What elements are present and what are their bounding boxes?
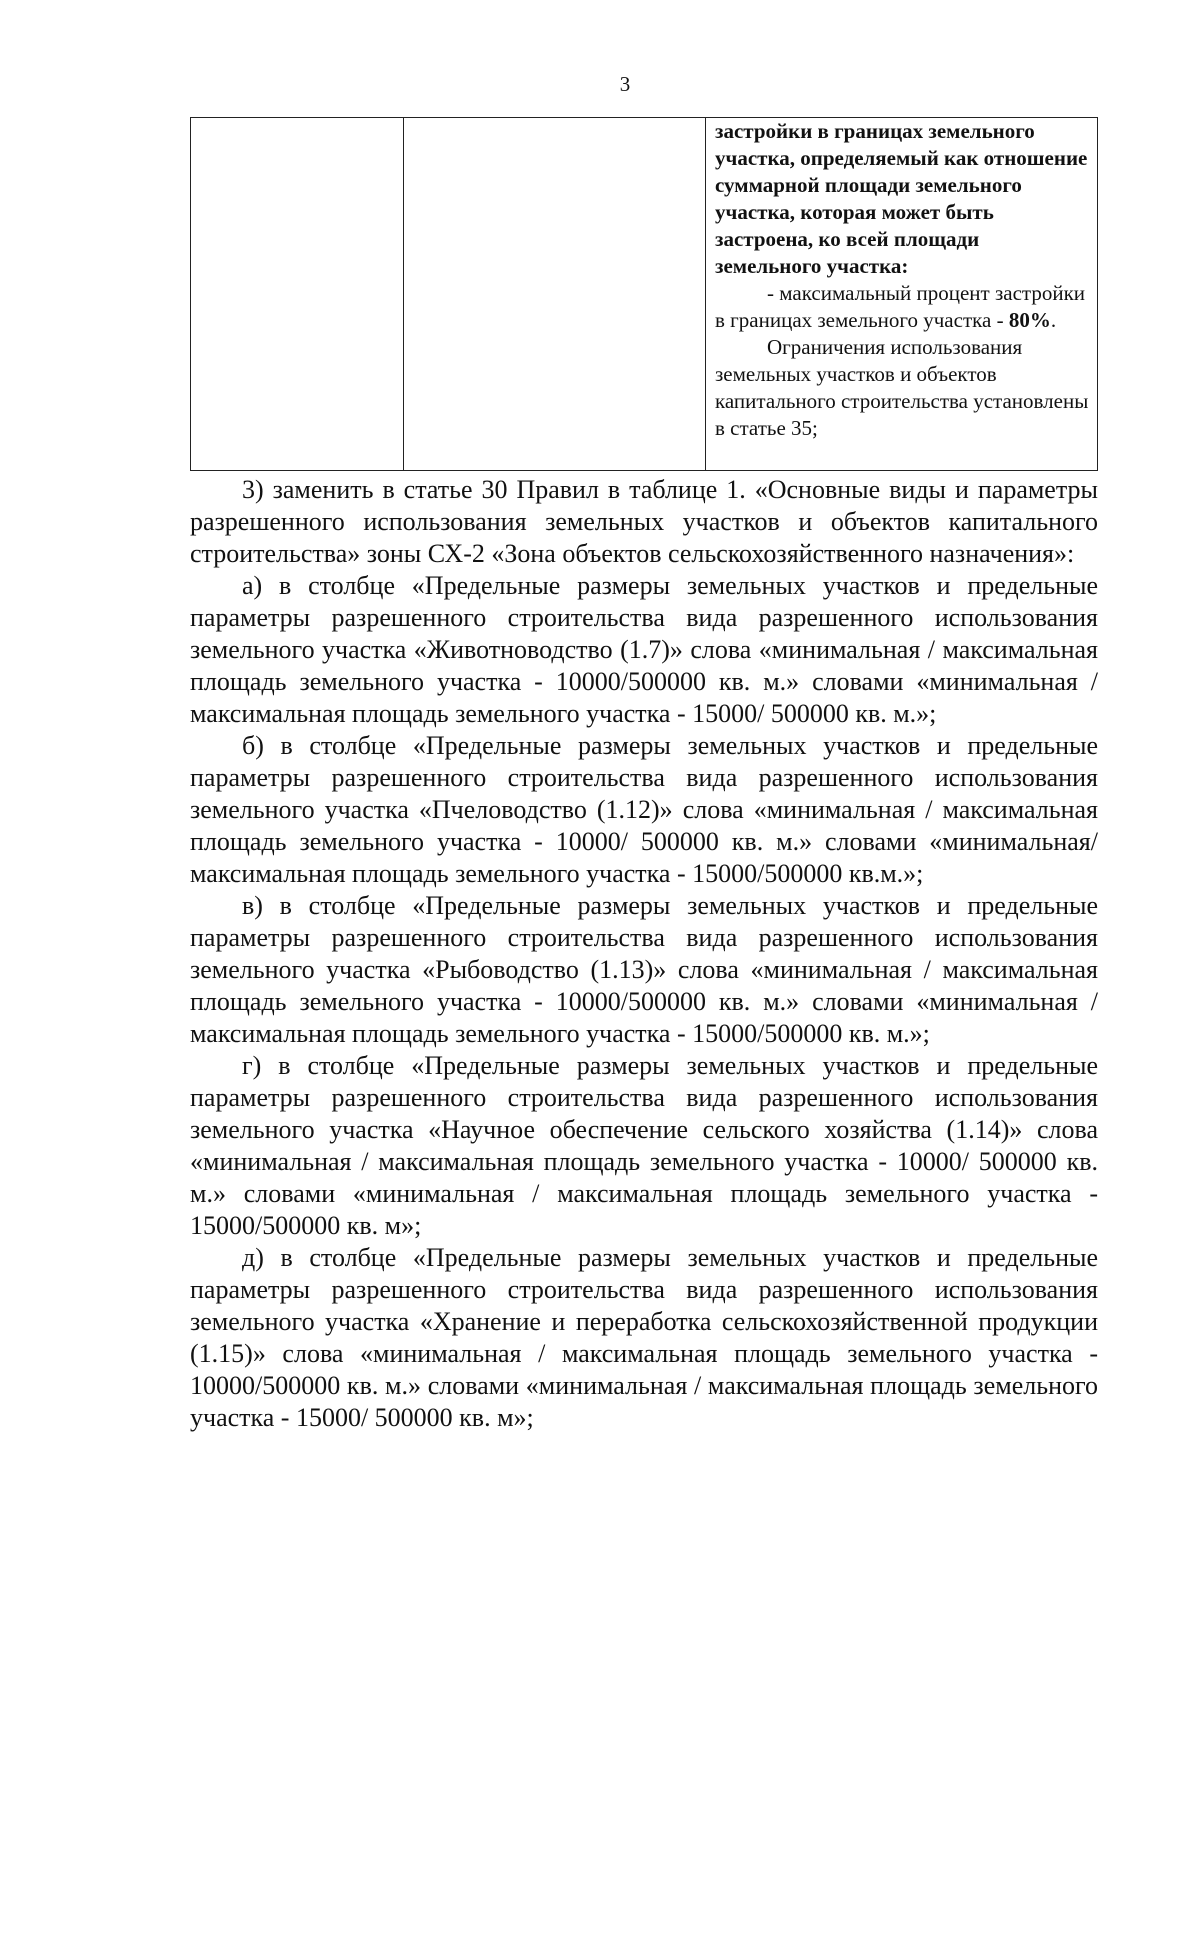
building-coverage-definition: застройки в границах земельного участка, определяемый как отношение суммарной площади земельного участка, которая может быть застроена, ко всей площади земельного участка: [715,119,1088,278]
paragraph-item-g: г) в столбце «Предельные размеры земельных участков и предельные параметры разрешенного строительства вида разрешенного использования земельного участка «Научное обеспечение сельского хозяйства (1.14)» слова «минимальная / максимальная площадь земельного участка - 10000/ 500000 кв. м.» словами «минимальная / максимальная площадь земельного участка - 15000/500000 кв. м»; [190,1051,1098,1240]
parameters-table-fragment [190,117,1098,471]
paragraph-item-a: а) в столбце «Предельные размеры земельных участков и предельные параметры разрешенного строительства вида разрешенного использования земельного участка «Животноводство (1.7)» слова «минимальная / максимальная площадь земельного участка - 10000/500000 кв. м.» словами «минимальная / максимальная площадь земельного участка - 15000/ 500000 кв. м.»; [190,571,1098,728]
paragraph-item-d: д) в столбце «Предельные размеры земельных участков и предельные параметры разрешенного строительства вида разрешенного использования земельного участка «Хранение и переработка сельскохозяйственной продукции (1.15)» слова «минимальная / максимальная площадь земельного участка - 10000/500000 кв. м.» словами «минимальная / максимальная площадь земельного участка - 15000/ 500000 кв. м»; [190,1243,1098,1432]
table-cell-empty-1 [191,118,404,470]
paragraph-item-v: в) в столбце «Предельные размеры земельных участков и предельные параметры разрешенного строительства вида разрешенного использования земельного участка «Рыбоводство (1.13)» слова «минимальная / максимальная площадь земельного участка - 10000/500000 кв. м.» словами «минимальная / максимальная площадь земельного участка - 15000/500000 кв. м.»; [190,891,1098,1048]
table-cell-parameters [706,118,1097,470]
max-building-percent-suffix: . [1050,308,1057,332]
max-building-percent [715,280,1089,334]
document-body [190,474,1098,1434]
page-number: 3 [619,72,631,96]
max-building-percent-text: - максимальный процент застройки в границах земельного участка - [715,281,1086,332]
table-cell-empty-2 [404,118,706,470]
paragraph-item-b: б) в столбце «Предельные размеры земельных участков и предельные параметры разрешенного строительства вида разрешенного использования земельного участка «Пчеловодство (1.12)» слова «минимальная / максимальная площадь земельного участка - 10000/ 500000 кв. м.» словами «минимальная/максимальная площадь земельного участка - 15000/500000 кв.м.»; [190,731,1098,888]
paragraph-item-3: 3) заменить в статье 30 Правил в таблице 1. «Основные виды и параметры разрешенного использования земельных участков и объектов капитального строительства» зоны СХ-2 «Зона объектов сельскохозяйственного назначения»: [190,475,1098,568]
max-building-percent-value: 80% [1008,308,1051,332]
usage-restrictions-note: Ограничения использования земельных участков и объектов капитального строительства установлены в статье 35; [715,335,1089,440]
